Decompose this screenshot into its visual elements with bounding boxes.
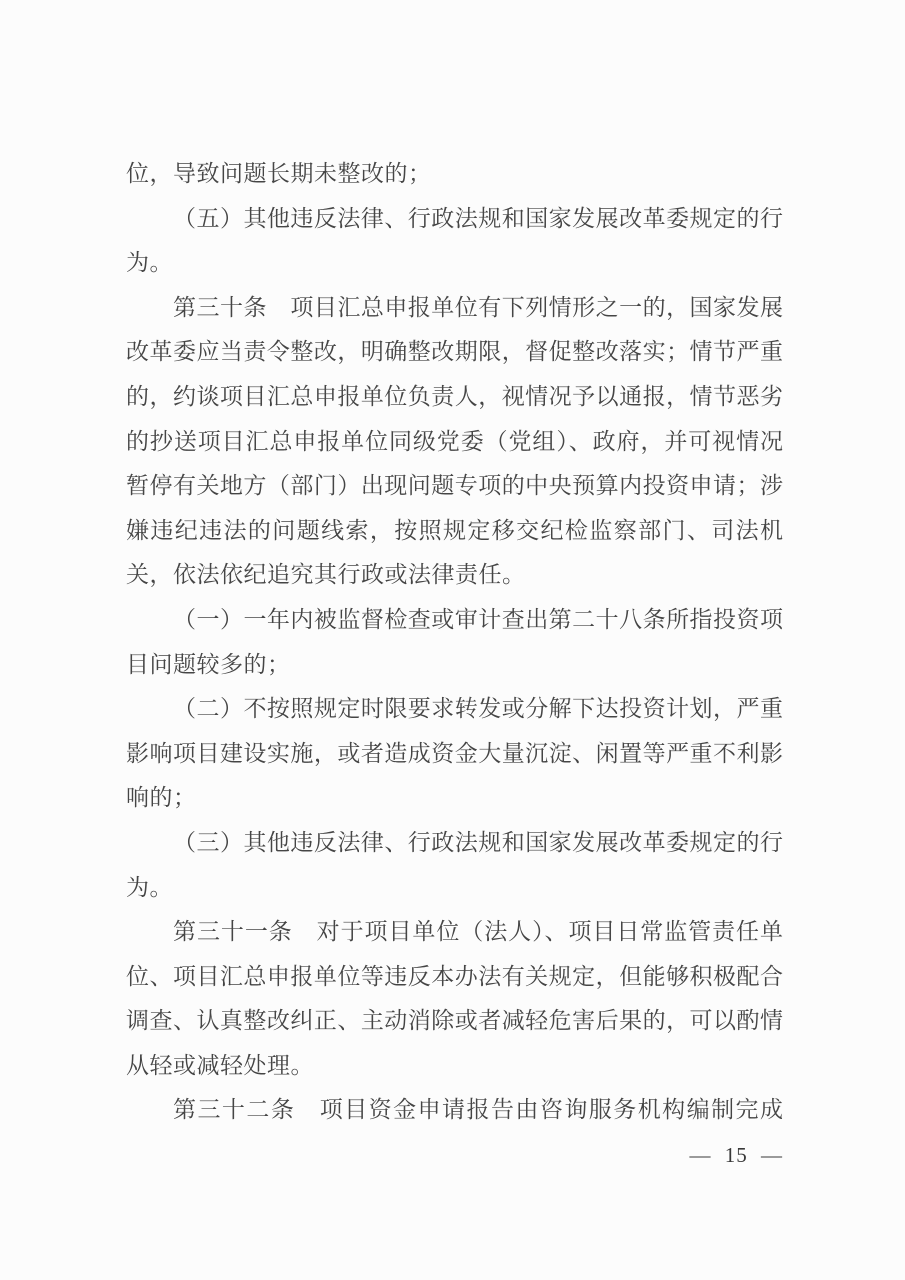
document-line: 嫌违纪违法的问题线索，按照规定移交纪检监察部门、司法机 xyxy=(126,517,783,543)
document-line: 调查、认真整改纠正、主动消除或者减轻危害后果的，可以酌情 xyxy=(126,1008,783,1034)
document-body xyxy=(126,152,783,1178)
document-line: （三）其他违反法律、行政法规和国家发展改革委规定的行 xyxy=(173,829,783,855)
document-line: 位，导致问题长期未整改的； xyxy=(126,161,432,186)
document-line: （五）其他违反法律、行政法规和国家发展改革委规定的行 xyxy=(173,205,783,231)
document-line: 目问题较多的； xyxy=(126,651,291,677)
document-line: 的，约谈项目汇总申报单位负责人，视情况予以通报，情节恶劣 xyxy=(126,383,783,409)
document-line: （二）不按照规定时限要求转发或分解下达投资计划，严重 xyxy=(173,696,783,722)
document-line: 从轻或减轻处理。 xyxy=(126,1052,314,1078)
document-line: （一）一年内被监督检查或审计查出第二十八条所指投资项 xyxy=(173,606,783,632)
document-line: 改革委应当责令整改，明确整改期限，督促整改落实；情节严重 xyxy=(126,339,783,365)
document-line: 关，依法依纪追究其行政或法律责任。 xyxy=(126,562,526,588)
page-number: — 15 — xyxy=(689,1143,783,1168)
document-line: 位、项目汇总申报单位等违反本办法有关规定，但能够积极配合 xyxy=(126,963,783,989)
document-line: 为。 xyxy=(126,874,173,900)
document-line-article-30-heading: 第三十条 项目汇总申报单位有下列情形之一的，国家发展 xyxy=(173,294,783,320)
document-line-article-32-heading: 第三十二条 项目资金申请报告由咨询服务机构编制完成 xyxy=(173,1097,783,1123)
page-footer xyxy=(126,1133,783,1178)
document-line-article-31-heading: 第三十一条 对于项目单位（法人）、项目日常监管责任单 xyxy=(173,919,783,945)
document-line: 的抄送项目汇总申报单位同级党委（党组）、政府，并可视情况 xyxy=(126,428,783,454)
document-line: 影响项目建设实施，或者造成资金大量沉淀、闲置等严重不利影 xyxy=(126,740,783,766)
document-line: 暂停有关地方（部门）出现问题专项的中央预算内投资申请；涉 xyxy=(126,473,783,499)
document-line: 响的； xyxy=(126,785,197,811)
document-line: 为。 xyxy=(126,250,173,276)
